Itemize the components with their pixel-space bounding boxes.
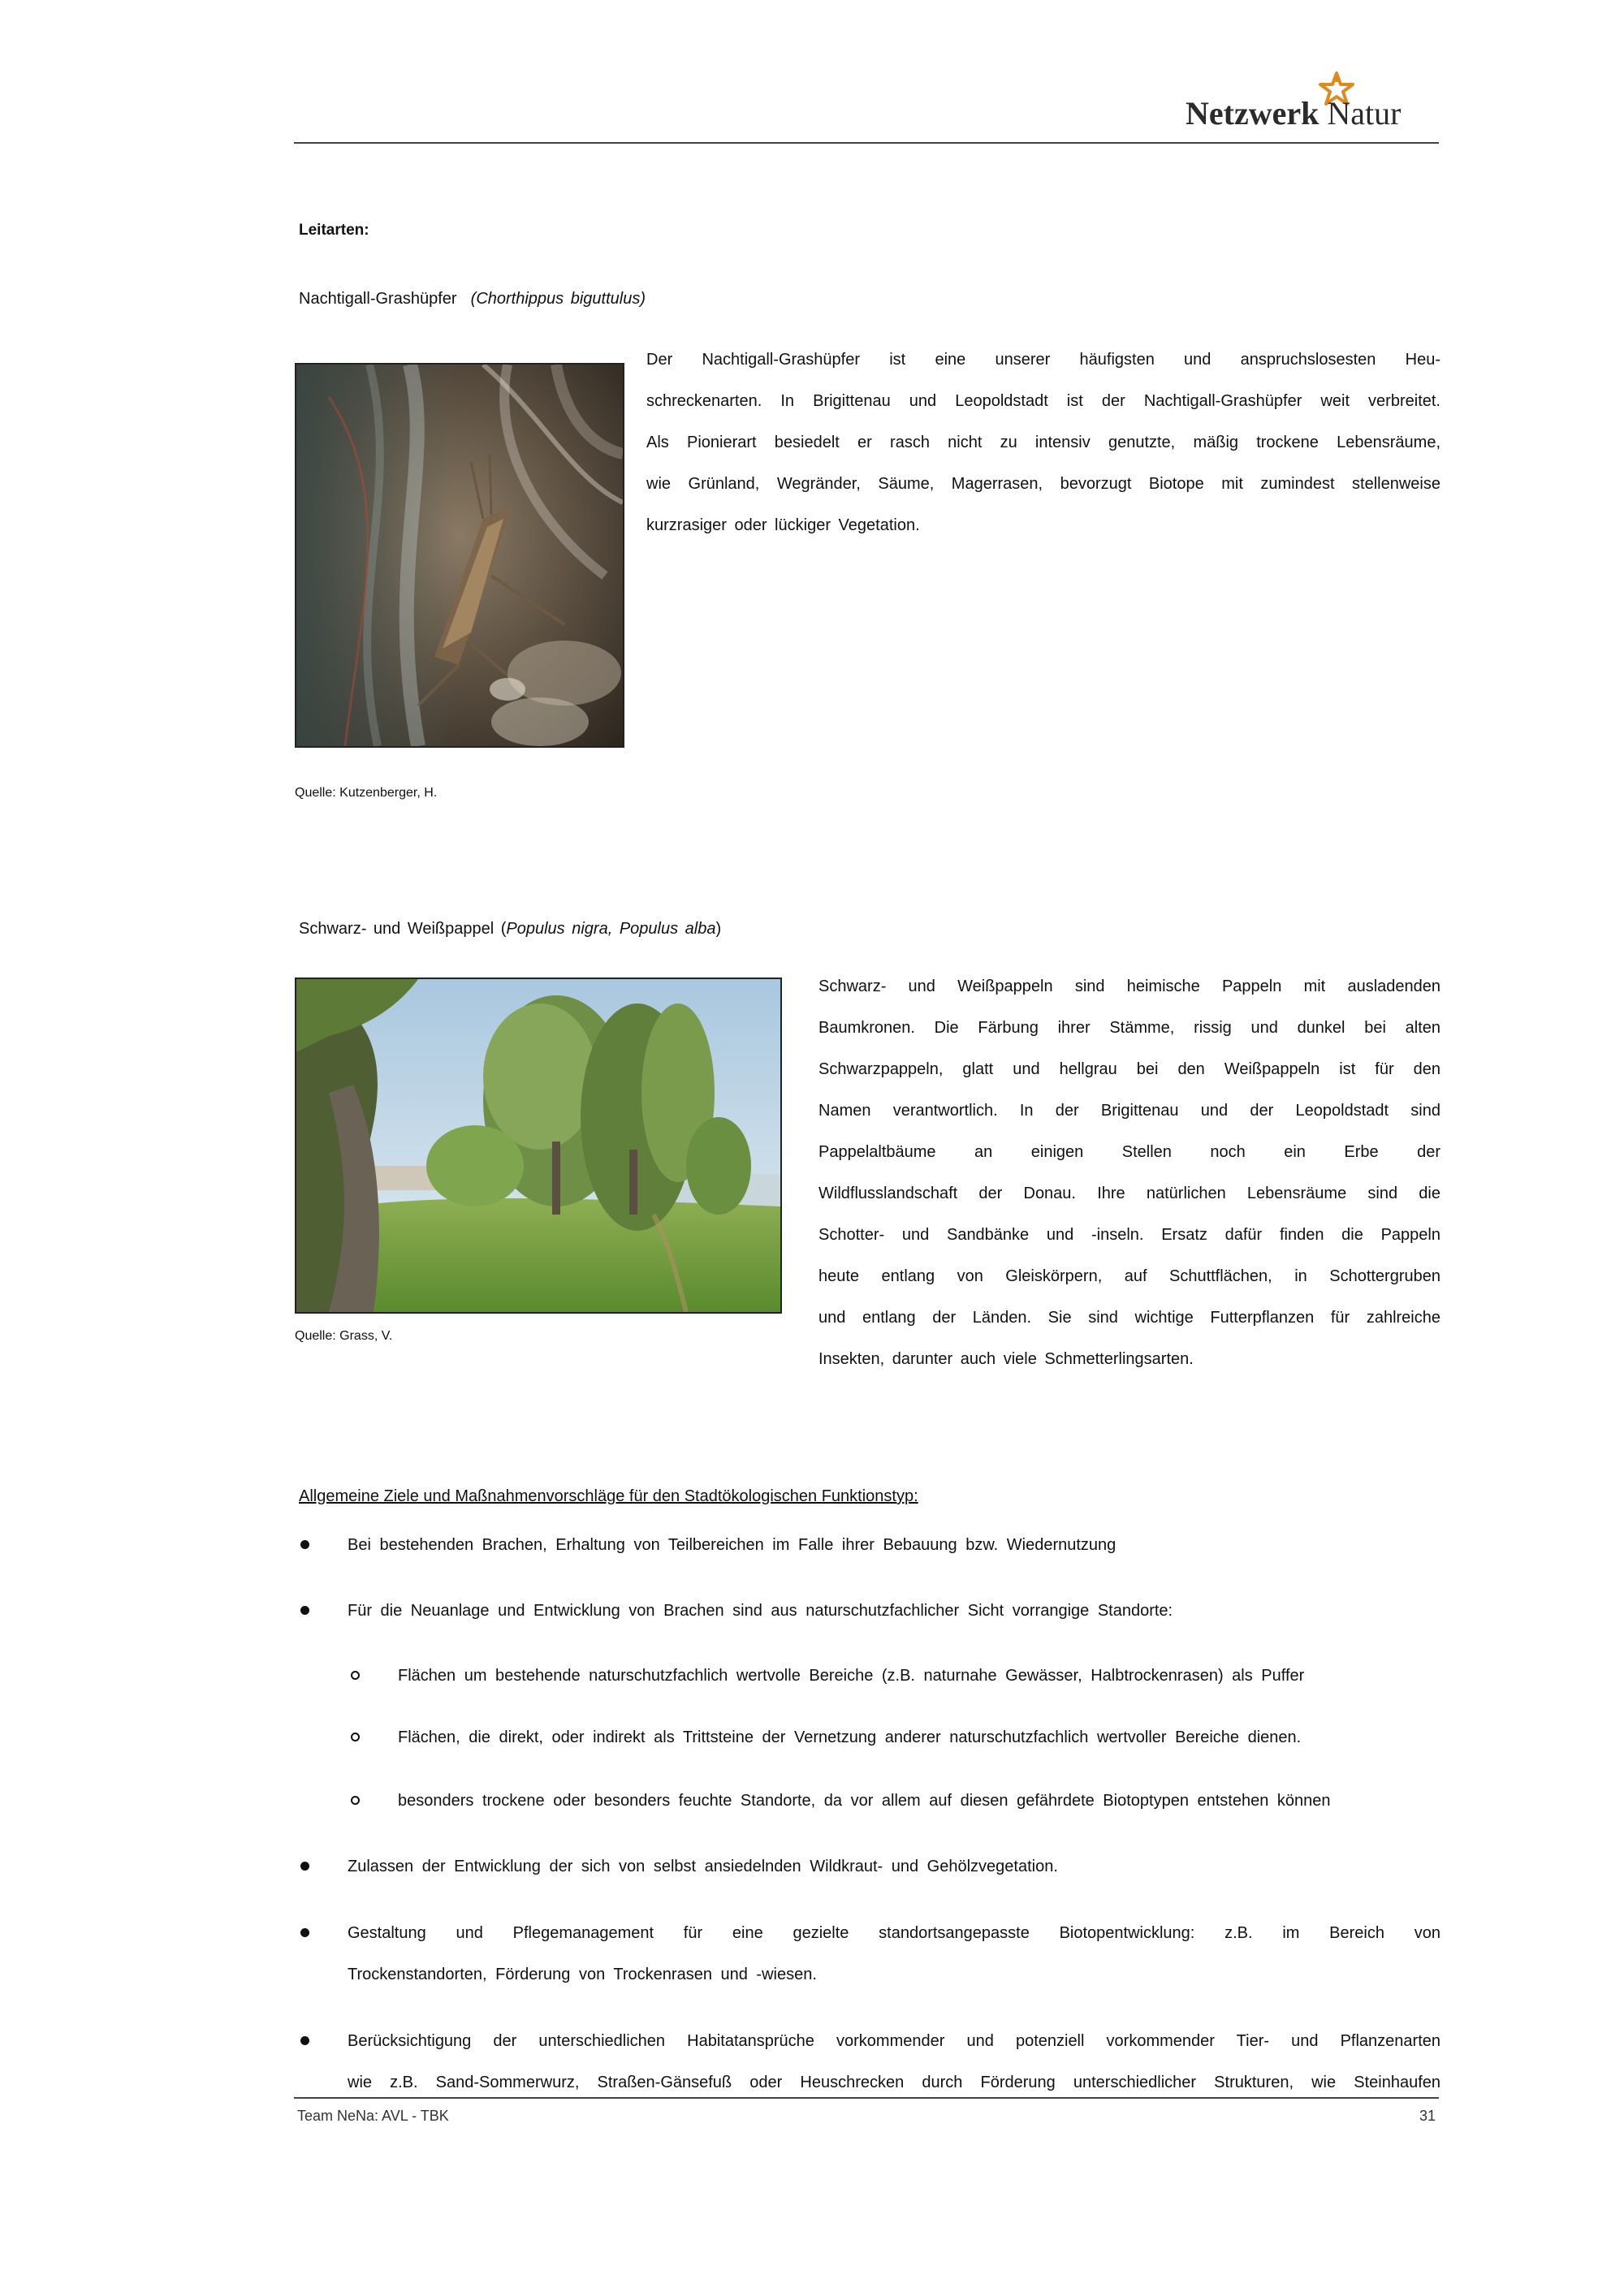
species2-description: [818, 966, 1440, 1380]
species2-line: Pappelaltbäume an einigen Stellen noch ein Erbe der: [818, 1143, 1440, 1161]
logo-text: [1186, 94, 1401, 132]
footer-team: Team NeNa: AVL - TBK: [297, 2108, 449, 2124]
species2-line: Baumkronen. Die Färbung ihrer Stämme, rissig und dunkel bei alten: [818, 1019, 1440, 1037]
goal-item: Für die Neuanlage und Entwicklung von Brachen sind aus naturschutzfachlicher Sicht vorrangige Standorte:: [348, 1602, 1173, 1620]
goal-subitem: Flächen, die direkt, oder indirekt als Trittsteine der Vernetzung anderer naturschutzfachlich wertvoller Bereiche dienen.: [398, 1728, 1302, 1746]
species1-name: Nachtigall-Grashüpfer: [299, 290, 457, 308]
bullet-dot-icon: [300, 1862, 309, 1871]
goal-item-line: Berücksichtigung der unterschiedlichen Habitatansprüche vorkommender und potenziell vorkommender Tier- und Pflanzenarten: [348, 2032, 1440, 2050]
bullet-circle-icon: [351, 1796, 360, 1805]
header-divider: [294, 142, 1439, 144]
species2-latin: Populus nigra, Populus alba: [506, 920, 716, 938]
species1-line: schreckenarten. In Brigittenau und Leopoldstadt ist der Nachtigall-Grashüpfer weit verbreitet.: [646, 392, 1440, 410]
bullet-dot-icon: [300, 1928, 309, 1937]
species1-line: kurzrasiger oder lückiger Vegetation.: [646, 516, 920, 534]
grasshopper-image: [296, 365, 623, 746]
species1-latin: (Chorthippus biguttulus): [470, 290, 646, 308]
species2-name-suffix: ): [715, 920, 722, 938]
species2-name-prefix: Schwarz- und Weißpappel (: [299, 920, 507, 938]
goal-item: Zulassen der Entwicklung der sich von selbst ansiedelnden Wildkraut- und Gehölzvegetation.: [348, 1858, 1058, 1875]
species1-line: wie Grünland, Wegränder, Säume, Magerrasen, bevorzugt Biotope mit zumindest stellenweise: [646, 475, 1440, 493]
goal-item: Bei bestehenden Brachen, Erhaltung von Teilbereichen im Falle ihrer Bebauung bzw. Wiedernutzung: [348, 1536, 1116, 1554]
goal-item-line: wie z.B. Sand-Sommerwurz, Straßen-Gänsefuß oder Heuschrecken durch Förderung unterschiedlicher Strukturen, wie Steinhaufen: [348, 2074, 1440, 2091]
species2-title: [299, 920, 721, 939]
netzwerk-natur-logo: [1186, 71, 1429, 136]
species1-caption: Quelle: Kutzenberger, H.: [295, 786, 438, 800]
goal-item-line: Gestaltung und Pflegemanagement für eine gezielte standortsangepasste Biotopentwicklung: z.B. im Bereich von: [348, 1924, 1440, 1942]
leitarten-heading: Leitarten:: [299, 222, 369, 239]
grasshopper-photo: [295, 363, 624, 748]
bullet-circle-icon: [351, 1671, 360, 1680]
poplar-image: [296, 979, 780, 1312]
goal-item-line: Trockenstandorten, Förderung von Trockenrasen und -wiesen.: [348, 1966, 817, 1983]
bullet-dot-icon: [300, 1606, 309, 1615]
poplar-photo: [295, 978, 782, 1314]
goal-subitem: Flächen um bestehende naturschutzfachlich wertvolle Bereiche (z.B. naturnahe Gewässer, Halbtrockenrasen) als Puffer: [398, 1667, 1305, 1685]
footer-divider: [294, 2097, 1439, 2099]
goal-subitem: besonders trockene oder besonders feuchte Standorte, da vor allem auf diesen gefährdete Biotoptypen entstehen können: [398, 1792, 1331, 1810]
bullet-dot-icon: [300, 1540, 309, 1549]
species2-line: Namen verantwortlich. In der Brigittenau und der Leopoldstadt sind: [818, 1102, 1440, 1120]
species1-title: [299, 290, 646, 309]
bullet-circle-icon: [351, 1733, 360, 1741]
species2-line: Wildflusslandschaft der Donau. Ihre natürlichen Lebensräume sind die: [818, 1185, 1440, 1202]
page-number: 31: [1419, 2108, 1436, 2124]
species1-line: Als Pionierart besiedelt er rasch nicht zu intensiv genutzte, mäßig trockene Lebensräume,: [646, 434, 1440, 451]
species2-line: Insekten, darunter auch viele Schmetterlingsarten.: [818, 1350, 1194, 1368]
logo-regular: Natur: [1327, 95, 1402, 132]
species2-line: heute entlang von Gleiskörpern, auf Schuttflächen, in Schottergruben: [818, 1267, 1440, 1285]
species1-description: [646, 339, 1440, 546]
species1-line: Der Nachtigall-Grashüpfer ist eine unserer häufigsten und anspruchslosesten Heu-: [646, 351, 1440, 369]
species2-caption: Quelle: Grass, V.: [295, 1329, 393, 1343]
species2-line: Schwarz- und Weißpappeln sind heimische Pappeln mit ausladenden: [818, 978, 1440, 995]
bullet-dot-icon: [300, 2036, 309, 2045]
species2-line: Schwarzpappeln, glatt und hellgrau bei den Weißpappeln ist für den: [818, 1060, 1440, 1078]
species2-line: und entlang der Länden. Sie sind wichtige Futterpflanzen für zahlreiche: [818, 1309, 1440, 1327]
species2-line: Schotter- und Sandbänke und -inseln. Ersatz dafür finden die Pappeln: [818, 1226, 1440, 1244]
goals-heading: Allgemeine Ziele und Maßnahmenvorschläge für den Stadtökologischen Funktionstyp:: [299, 1487, 918, 1505]
logo-bold: Netzwerk: [1186, 95, 1320, 132]
